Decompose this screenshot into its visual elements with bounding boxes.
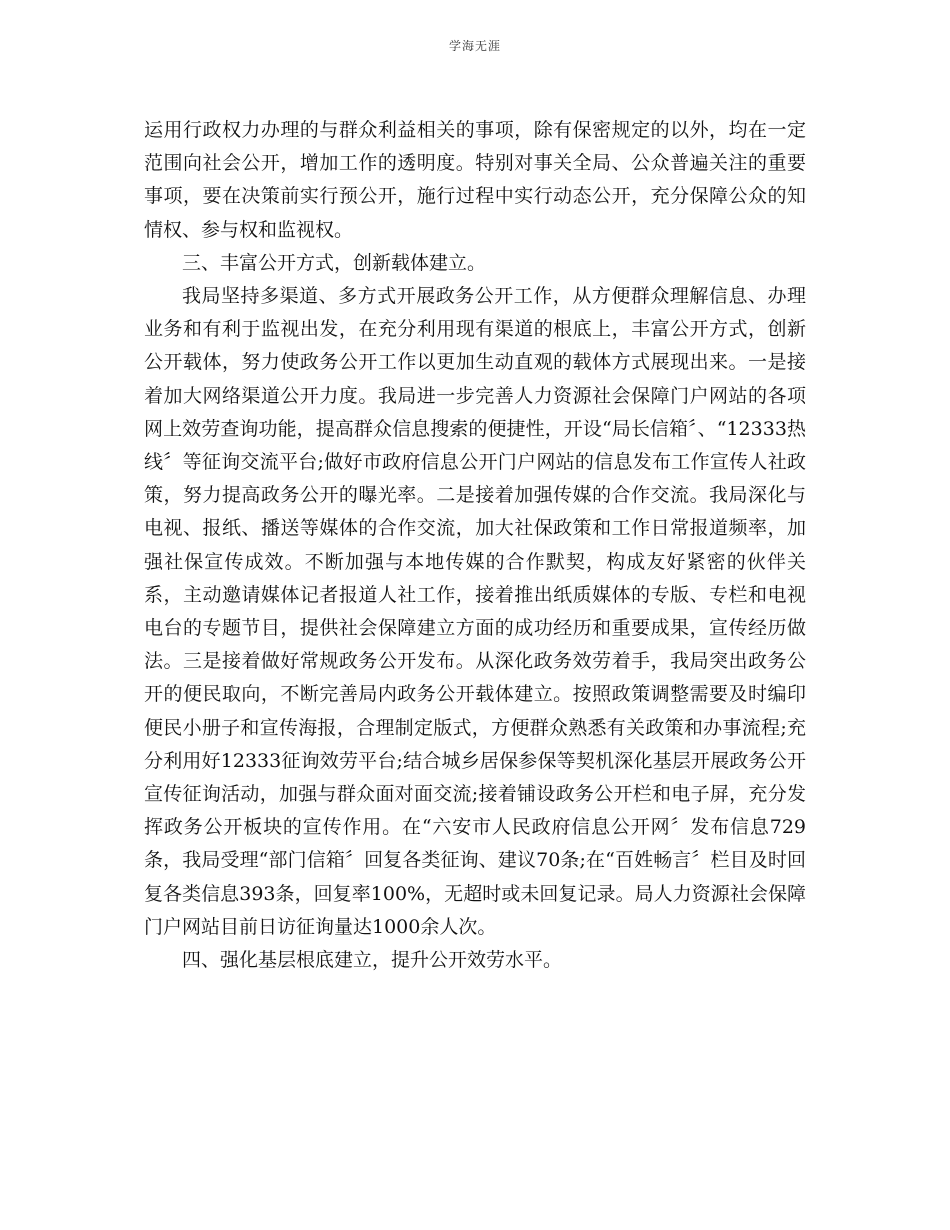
paragraph-body: 我局坚持多渠道、多方式开展政务公开工作，从方便群众理解信息、办理业务和有利于监视出发，在充分利用现有渠道的根底上，丰富公开方式，创新公开载体，努力使政务公开工作以更加生动直观的载体方式展现出来。一是接着加大网络渠道公开力度。我局进一步完善人力资源社会保障门户网站的各项网上效劳查询功能，提高群众信息搜索的便捷性，开设“局长信箱〞、“12333热线〞等征询交流平台;做好市政府信息公开门户网站的信息发布工作宣传人社政策，努力提高政务公开的曝光率。二是接着加强传媒的合作交流。我局深化与电视、报纸、播送等媒体的合作交流，加大社保政策和工作日常报道频率，加强社保宣传成效。不断加强与本地传媒的合作默契，构成友好紧密的伙伴关系，主动邀请媒体记者报道人社工作，接着推出纸质媒体的专版、专栏和电视电台的专题节目，提供社会保障建立方面的成功经历和重要成果，宣传经历做法。三是接着做好常规政务公开发布。从深化政务效劳着手，我局突出政务公开的便民取向，不断完善局内政务公开载体建立。按照政策调整需要及时编印便民小册子和宣传海报，合理制定版式，方便群众熟悉有关政策和办事流程;充分利用好12333征询效劳平台;结合城乡居保参保等契机深化基层开展政务公开宣传征询活动，加强与群众面对面交流;接着铺设政务公开栏和电子屏，充分发挥政务公开板块的宣传作用。在“六安市人民政府信息公开网〞发布信息729条，我局受理“部门信箱〞回复各类征询、建议70条;在“百姓畅言〞栏目及时回复各类信息393条，回复率100%，无超时或未回复记录。局人力资源社会保障门户网站目前日访征询量达1000余人次。 <box>144 285 806 938</box>
paragraph-continuation: 运用行政权力办理的与群众利益相关的事项，除有保密规定的以外，均在一定范围向社会公开，增加工作的透明度。特别对事关全局、公众普遍关注的重要事项，要在决策前实行预公开，施行过程中实行动态公开，充分保障公众的知情权、参与权和监视权。 <box>144 119 806 241</box>
section-heading-four: 四、强化基层根底建立，提升公开效劳水平。 <box>182 949 563 972</box>
page-header: 学海无涯 <box>448 39 501 53</box>
section-heading-three: 三、丰富公开方式，创新载体建立。 <box>182 251 487 274</box>
document-body <box>144 114 806 977</box>
